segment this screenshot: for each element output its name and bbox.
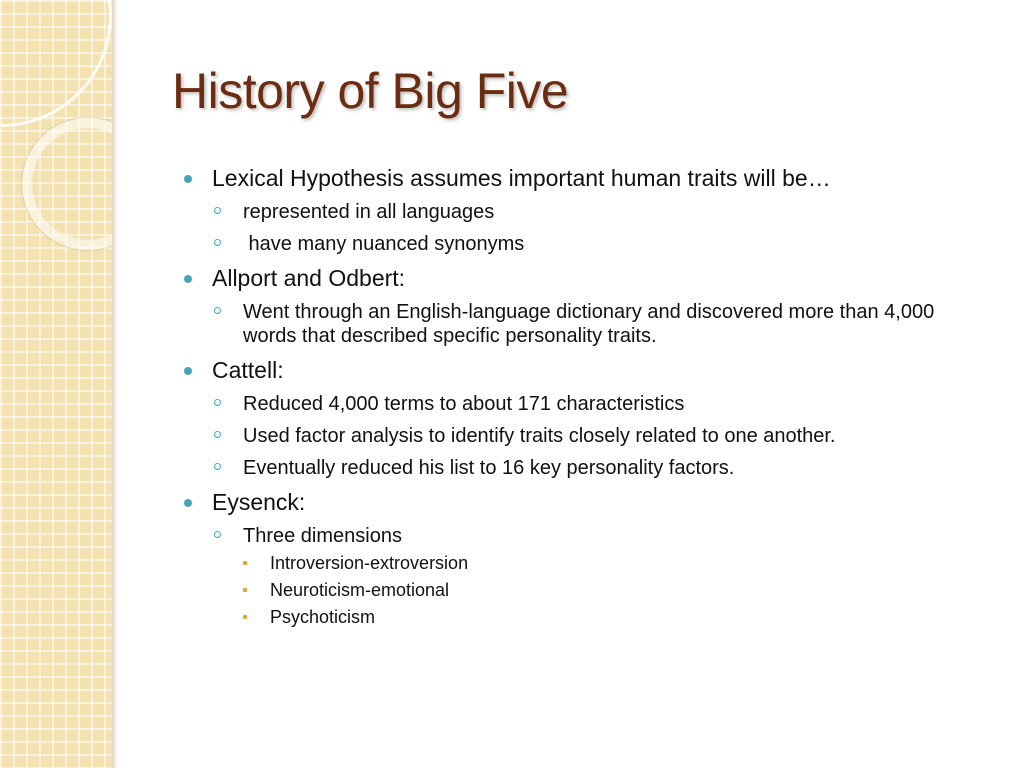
sub-bullet [184, 300, 994, 348]
bullet-dot-icon [184, 499, 192, 507]
bullet-circle-icon [214, 399, 221, 406]
bullet-eysenck [184, 488, 994, 516]
sub-bullet-text: Reduced 4,000 terms to about 171 characteristics [243, 393, 685, 415]
bullet-dot-icon [184, 275, 192, 283]
sub-bullet-text: Went through an English-language dictionary and discovered more than 4,000 words that described specific personality traits. [243, 301, 935, 347]
bullet-circle-icon [214, 431, 221, 438]
bullet-circle-icon [214, 307, 221, 314]
sub-bullet [184, 456, 994, 480]
sub-bullet-text: Used factor analysis to identify traits closely related to one another. [243, 425, 836, 447]
sub-sub-bullet-text: Neuroticism-emotional [270, 580, 450, 600]
bullet-cattell [184, 356, 994, 384]
sub-bullet-text: have many nuanced synonyms [243, 233, 525, 255]
sub-bullet-text: Eventually reduced his list to 16 key personality factors. [243, 457, 735, 479]
bullet-text: Allport and Odbert: [212, 265, 406, 291]
sub-bullet [184, 232, 994, 256]
sub-sub-bullet [184, 552, 994, 574]
bullet-square-icon [243, 615, 247, 619]
sub-bullet-text: Three dimensions [243, 525, 402, 547]
bullet-circle-icon [214, 207, 221, 214]
sub-bullet-text: represented in all languages [243, 201, 495, 223]
bullet-allport-odbert [184, 264, 994, 292]
bullet-circle-icon [214, 239, 221, 246]
slide-content [184, 164, 994, 633]
sub-sub-bullet-text: Introversion-extroversion [270, 553, 469, 573]
side-panel-edge [112, 0, 118, 768]
bullet-dot-icon [184, 367, 192, 375]
sub-bullet [184, 424, 994, 448]
bullet-circle-icon [214, 463, 221, 470]
bullet-text: Cattell: [212, 357, 284, 383]
bullet-dot-icon [184, 175, 192, 183]
decorative-ring-small [22, 118, 112, 250]
decorative-side-panel [0, 0, 112, 768]
slide-title: History of Big Five [172, 63, 569, 119]
sub-sub-bullet [184, 579, 994, 601]
sub-sub-bullet-text: Psychoticism [270, 607, 376, 627]
sub-sub-bullet [184, 606, 994, 628]
bullet-lexical-hypothesis [184, 164, 994, 192]
bullet-text: Eysenck: [212, 489, 306, 515]
sub-bullet [184, 392, 994, 416]
bullet-square-icon [243, 588, 247, 592]
decorative-ring-large [0, 0, 112, 127]
bullet-circle-icon [214, 531, 221, 538]
bullet-text: Lexical Hypothesis assumes important human traits will be… [212, 165, 831, 191]
sub-bullet [184, 524, 994, 548]
bullet-square-icon [243, 561, 247, 565]
sub-bullet [184, 200, 994, 224]
